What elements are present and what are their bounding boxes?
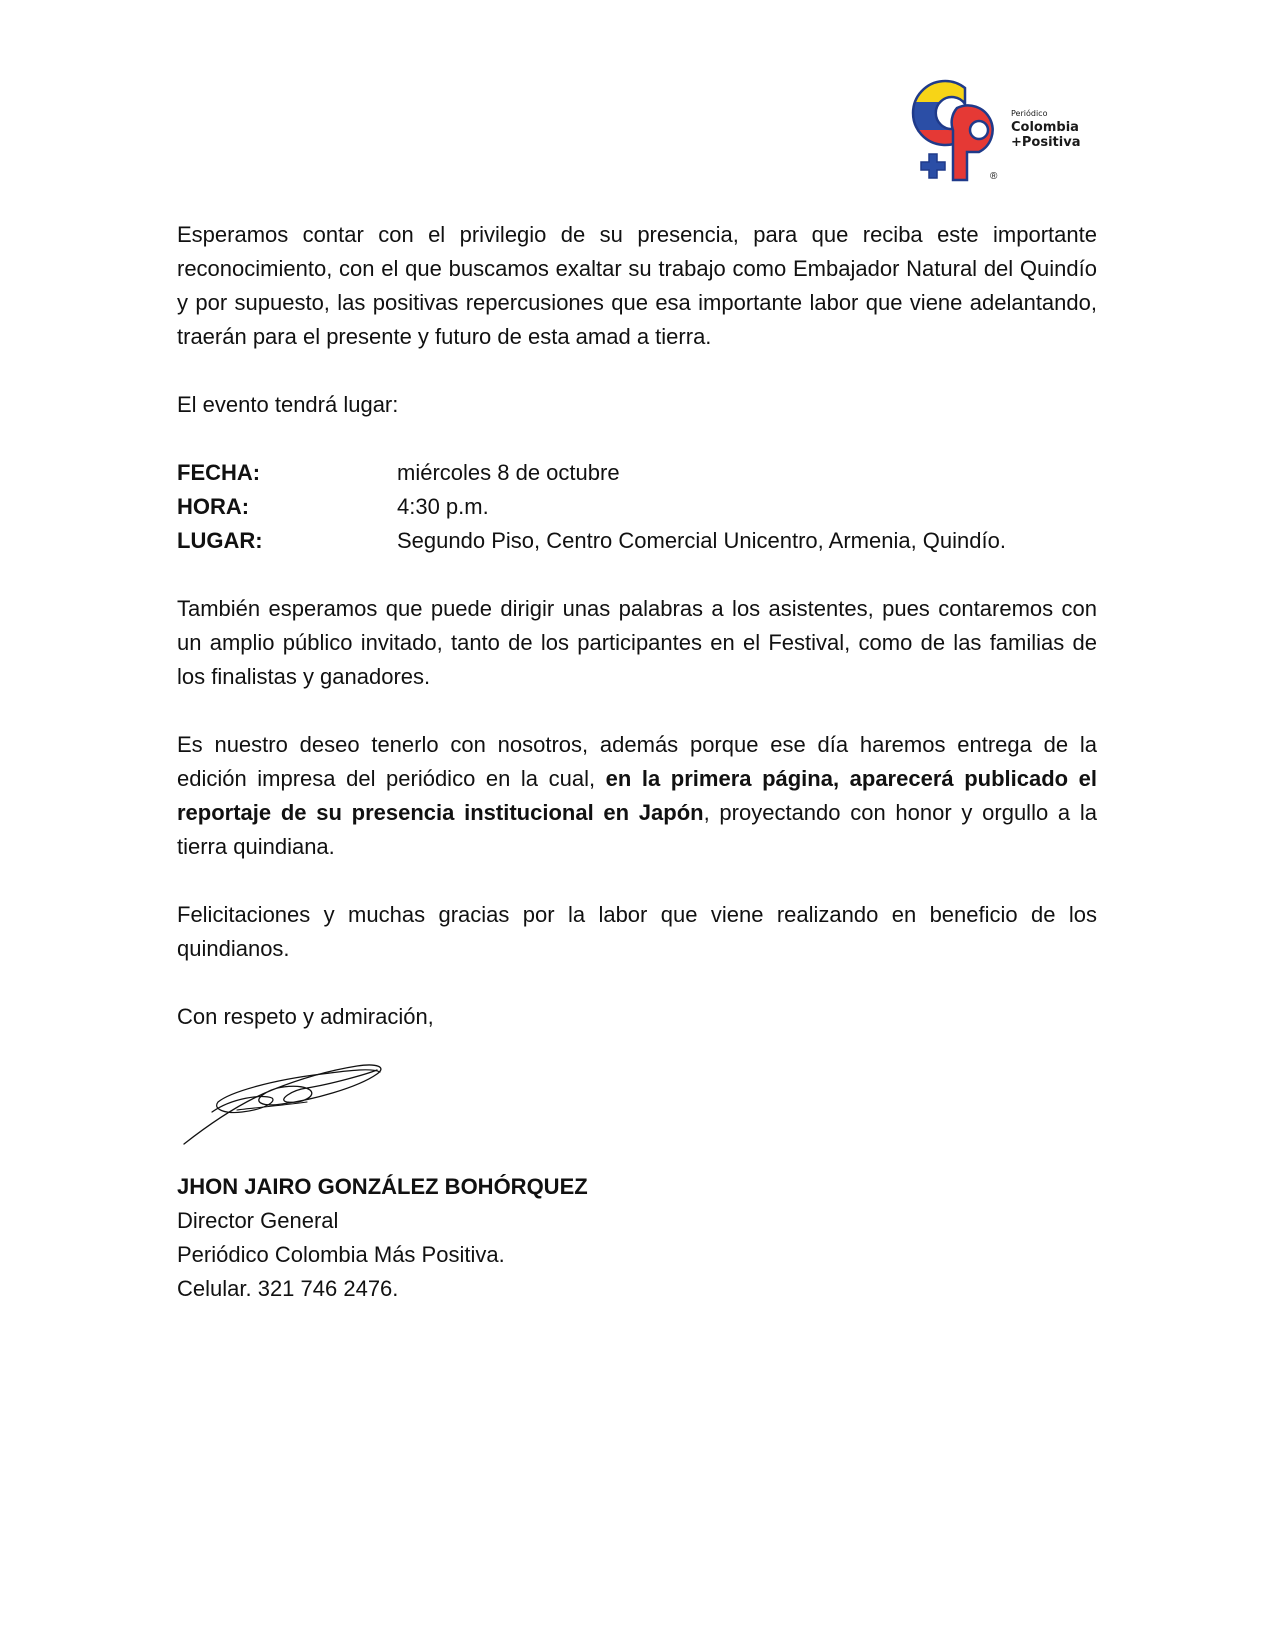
paragraph-congratulations: Felicitaciones y muchas gracias por la labor que viene realizando en beneficio de los quindianos.	[177, 902, 1097, 961]
paragraph-event-intro: El evento tendrá lugar:	[177, 392, 399, 417]
paragraph-closing: Con respeto y admiración,	[177, 1004, 434, 1029]
signatory-title: Director General	[177, 1208, 339, 1233]
newspaper-logo	[905, 72, 1095, 192]
detail-value: 4:30 p.m.	[397, 494, 489, 519]
detail-value: Segundo Piso, Centro Comercial Unicentro, Armenia, Quindío.	[397, 528, 1006, 553]
paragraph-newspaper-edition: Es nuestro deseo tenerlo con nosotros, además porque ese día haremos entrega de la edición impresa del periódico en la cual, en la primera página, aparecerá publicado el reportaje de su presencia institucional en Japón, proyectando con honor y orgullo a la tierra quindiana.	[177, 732, 1098, 859]
paragraph-speech-request: También esperamos que puede dirigir unas palabras a los asistentes, pues contaremos con un amplio público invitado, tanto de los participantes en el Festival, como de las familias de los finalistas y ganadores.	[177, 596, 1097, 689]
signatory-name: JHON JAIRO GONZÁLEZ BOHÓRQUEZ	[177, 1174, 588, 1199]
logo-label-positiva: +Positiva	[1011, 135, 1081, 150]
detail-value: miércoles 8 de octubre	[397, 460, 620, 485]
detail-row-date	[177, 456, 1097, 490]
logo-label-small: Periódico	[1011, 109, 1048, 118]
letter-body	[177, 218, 1097, 1034]
detail-row-time	[177, 490, 1097, 524]
highlight-text: en la primera página, aparecerá publicado el reportaje de su presencia institucional en Japón	[177, 766, 1097, 825]
detail-label: FECHA:	[177, 460, 261, 485]
signatory-phone: Celular. 321 746 2476.	[177, 1276, 399, 1301]
paragraph-invitation: Esperamos contar con el privilegio de su presencia, para que reciba este importante reconocimiento, con el que buscamos exaltar su trabajo como Embajador Natural del Quindío y por supuesto, las positivas repercusiones que esa importante labor que viene adelantando, traerán para el presente y futuro de esta amad a tierra.	[177, 222, 1097, 349]
registered-mark: ®	[990, 171, 998, 182]
detail-label: LUGAR:	[177, 528, 263, 553]
cp-logo-icon	[905, 72, 1015, 192]
signature-block	[177, 1170, 588, 1306]
detail-label: HORA:	[177, 494, 250, 519]
logo-label-colombia: Colombia	[1011, 120, 1079, 135]
signature-image	[182, 1052, 392, 1147]
signatory-organization: Periódico Colombia Más Positiva.	[177, 1242, 505, 1267]
detail-row-place	[177, 524, 1097, 558]
